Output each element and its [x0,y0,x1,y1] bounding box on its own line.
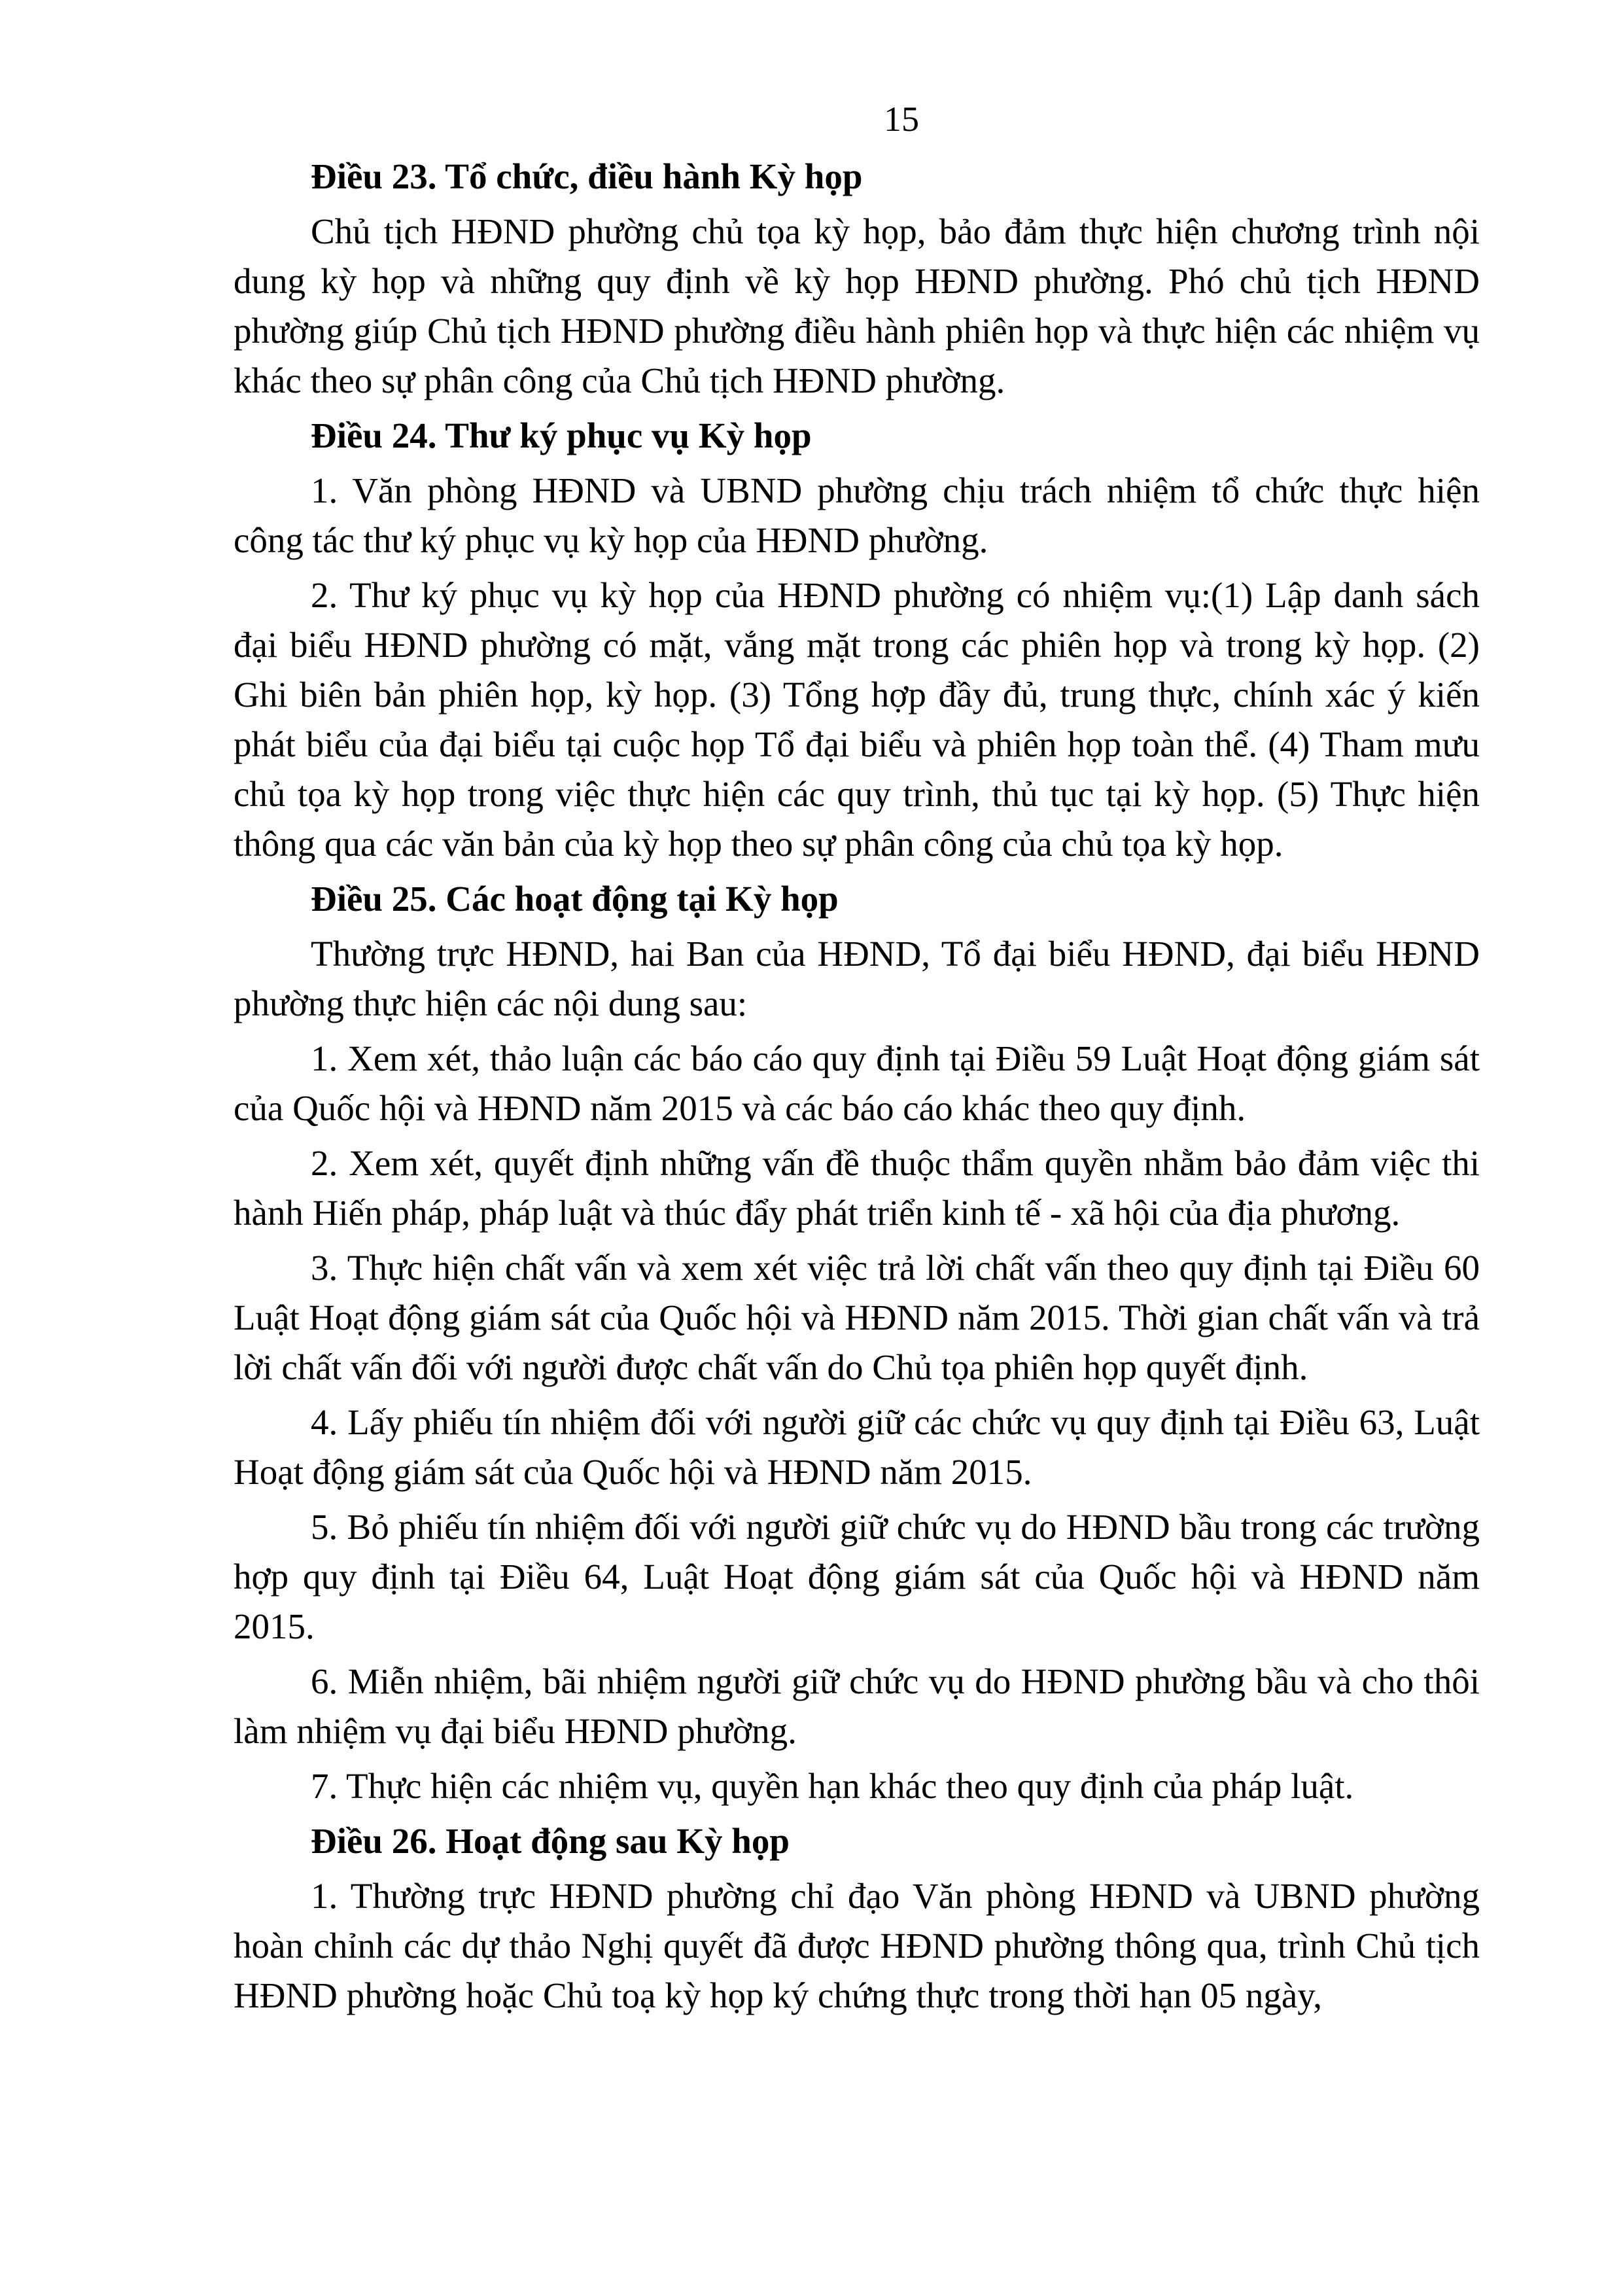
article-24-paragraph-2: 2. Thư ký phục vụ kỳ họp của HĐND phường có nhiệm vụ:(1) Lập danh sách đại biểu HĐND phường có mặt, vắng mặt trong các phiên họp và trong kỳ họp. (2) Ghi biên bản phiên họp, kỳ họp. (3) Tổng hợp đầy đủ, trung thực, chính xác ý kiến phát biểu của đại biểu tại cuộc họp Tổ đại biểu và phiên họp toàn thể. (4) Tham mưu chủ tọa kỳ họp trong việc thực hiện các quy trình, thủ tục tại kỳ họp. (5) Thực hiện thông qua các văn bản của kỳ họp theo sự phân công của chủ tọa kỳ họp. [234,575,1480,864]
article-25-paragraph-4: 4. Lấy phiếu tín nhiệm đối với người giữ các chức vụ quy định tại Điều 63, Luật Hoạt động giám sát của Quốc hội và HĐND năm 2015. [234,1402,1480,1492]
article-25-paragraph-6: 6. Miễn nhiệm, bãi nhiệm người giữ chức vụ do HĐND phường bầu và cho thôi làm nhiệm vụ đại biểu HĐND phường. [234,1661,1480,1751]
article-24-paragraph-1: 1. Văn phòng HĐND và UBND phường chịu trách nhiệm tổ chức thực hiện công tác thư ký phục vụ kỳ họp của HĐND phường. [234,470,1480,560]
article-23-heading: Điều 23. Tổ chức, điều hành Kỳ họp [311,156,863,196]
article-23-paragraph-1: Chủ tịch HĐND phường chủ tọa kỳ họp, bảo đảm thực hiện chương trình nội dung kỳ họp và những quy định về kỳ họp HĐND phường. Phó chủ tịch HĐND phường giúp Chủ tịch HĐND phường điều hành phiên họp và thực hiện các nhiệm vụ khác theo sự phân công của Chủ tịch HĐND phường. [234,211,1480,400]
article-25-paragraph-2: 2. Xem xét, quyết định những vấn đề thuộc thẩm quyền nhằm bảo đảm việc thi hành Hiến pháp, pháp luật và thúc đẩy phát triển kinh tế - xã hội của địa phương. [234,1143,1480,1233]
article-24-heading: Điều 24. Thư ký phục vụ Kỳ họp [311,415,812,455]
page-number: 15 [884,99,919,139]
article-25-paragraph-1: 1. Xem xét, thảo luận các báo cáo quy định tại Điều 59 Luật Hoạt động giám sát của Quốc hội và HĐND năm 2015 và các báo cáo khác theo quy định. [234,1038,1480,1128]
article-25-paragraph-7: 7. Thực hiện các nhiệm vụ, quyền hạn khác theo quy định của pháp luật. [311,1766,1354,1806]
article-26-heading: Điều 26. Hoạt động sau Kỳ họp [311,1821,790,1861]
article-25-paragraph-intro: Thường trực HĐND, hai Ban của HĐND, Tổ đại biểu HĐND, đại biểu HĐND phường thực hiện các nội dung sau: [234,934,1480,1023]
article-25-paragraph-5: 5. Bỏ phiếu tín nhiệm đối với người giữ chức vụ do HĐND bầu trong các trường hợp quy định tại Điều 64, Luật Hoạt động giám sát của Quốc hội và HĐND năm 2015. [234,1507,1480,1646]
article-25-paragraph-3: 3. Thực hiện chất vấn và xem xét việc trả lời chất vấn theo quy định tại Điều 60 Luật Hoạt động giám sát của Quốc hội và HĐND năm 2015. Thời gian chất vấn và trả lời chất vấn đối với người được chất vấn do Chủ tọa phiên họp quyết định. [234,1248,1480,1387]
document-body [234,152,1480,2026]
article-25-heading: Điều 25. Các hoạt động tại Kỳ họp [311,879,839,919]
article-26-paragraph-1: 1. Thường trực HĐND phường chỉ đạo Văn phòng HĐND và UBND phường hoàn chỉnh các dự thảo Nghị quyết đã được HĐND phường thông qua, trình Chủ tịch HĐND phường hoặc Chủ toạ kỳ họp ký chứng thực trong thời hạn 05 ngày, [234,1876,1480,2015]
